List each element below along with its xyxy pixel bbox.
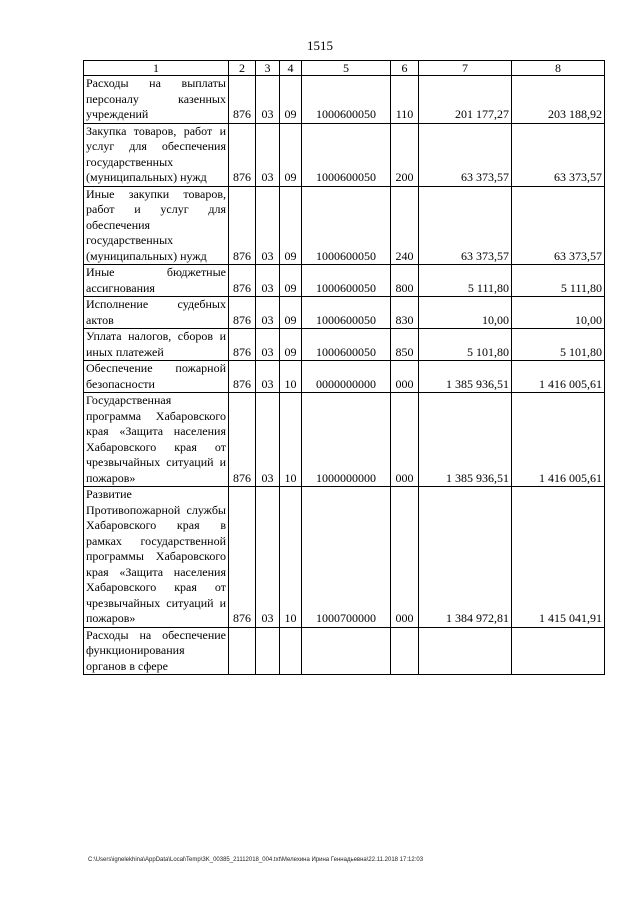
cell-expense-type (391, 627, 419, 675)
cell-section (256, 627, 280, 675)
cell-subsection: 09 (280, 297, 302, 329)
cell-ministry: 876 (229, 329, 256, 361)
cell-target-article: 1000600050 (302, 123, 391, 186)
cell-ministry: 876 (229, 186, 256, 265)
table-row (84, 627, 605, 675)
column-header: 1 (84, 61, 229, 76)
row-name: Уплата налогов, сборов и иных платежей (84, 329, 229, 361)
cell-amount-1: 1 385 936,51 (419, 361, 512, 393)
cell-amount-1: 1 385 936,51 (419, 393, 512, 487)
cell-amount-2: 203 188,92 (512, 76, 605, 124)
row-name: Обеспечение пожарной безопасности (84, 361, 229, 393)
cell-subsection: 10 (280, 393, 302, 487)
cell-amount-2: 63 373,57 (512, 186, 605, 265)
footer-file-path: C:\Users\ignelekhina\AppData\Local\Temp\3K_00385_21112018_004.txt\Мелехина Ирина Геннадьевна\22.11.2018 17:12:03 (88, 857, 424, 863)
cell-ministry: 876 (229, 265, 256, 297)
cell-amount-2: 63 373,57 (512, 123, 605, 186)
column-header: 3 (256, 61, 280, 76)
cell-ministry: 876 (229, 487, 256, 628)
cell-expense-type: 800 (391, 265, 419, 297)
cell-section: 03 (256, 393, 280, 487)
row-name: Исполнение судебных актов (84, 297, 229, 329)
row-name: Иные бюджетные ассигнования (84, 265, 229, 297)
table-row (84, 487, 605, 628)
table-header-row (84, 61, 605, 76)
cell-section: 03 (256, 186, 280, 265)
row-name: Государственная программа Хабаровского края «Защита населения Хабаровского края от чрезвычайных ситуаций и пожаров» (84, 393, 229, 487)
cell-expense-type: 000 (391, 487, 419, 628)
row-name: Развитие Противопожарной службы Хабаровского края в рамках государственной программы Хабаровского края «Защита населения Хабаровского края от чрезвычайных ситуаций и пожаров» (84, 487, 229, 628)
cell-amount-1: 63 373,57 (419, 186, 512, 265)
cell-target-article: 0000000000 (302, 361, 391, 393)
cell-expense-type: 200 (391, 123, 419, 186)
cell-amount-2: 5 111,80 (512, 265, 605, 297)
cell-target-article: 1000600050 (302, 186, 391, 265)
cell-subsection: 09 (280, 329, 302, 361)
cell-section: 03 (256, 297, 280, 329)
page-number: 1515 (307, 38, 333, 53)
cell-expense-type: 000 (391, 393, 419, 487)
cell-amount-2: 1 415 041,91 (512, 487, 605, 628)
cell-ministry: 876 (229, 297, 256, 329)
cell-amount-1: 10,00 (419, 297, 512, 329)
table-row (84, 186, 605, 265)
cell-amount-2 (512, 627, 605, 675)
cell-section: 03 (256, 76, 280, 124)
column-header: 2 (229, 61, 256, 76)
cell-ministry (229, 627, 256, 675)
cell-section: 03 (256, 123, 280, 186)
cell-expense-type: 850 (391, 329, 419, 361)
row-name: Иные закупки товаров, работ и услуг для обеспечения государственных (муниципальных) нужд (84, 186, 229, 265)
cell-section: 03 (256, 487, 280, 628)
column-header: 8 (512, 61, 605, 76)
cell-target-article: 1000600050 (302, 76, 391, 124)
cell-expense-type: 830 (391, 297, 419, 329)
column-header: 6 (391, 61, 419, 76)
cell-amount-1: 5 101,80 (419, 329, 512, 361)
cell-subsection: 09 (280, 265, 302, 297)
column-header: 7 (419, 61, 512, 76)
cell-amount-1: 5 111,80 (419, 265, 512, 297)
cell-expense-type: 110 (391, 76, 419, 124)
cell-target-article: 1000600050 (302, 297, 391, 329)
cell-subsection: 09 (280, 123, 302, 186)
cell-target-article: 1000000000 (302, 393, 391, 487)
column-header: 5 (302, 61, 391, 76)
cell-subsection (280, 627, 302, 675)
table-row (84, 329, 605, 361)
cell-amount-2: 1 416 005,61 (512, 361, 605, 393)
cell-target-article: 1000600050 (302, 329, 391, 361)
cell-ministry: 876 (229, 393, 256, 487)
cell-amount-1: 201 177,27 (419, 76, 512, 124)
cell-subsection: 09 (280, 76, 302, 124)
cell-amount-1 (419, 627, 512, 675)
cell-ministry: 876 (229, 361, 256, 393)
budget-table (83, 60, 605, 675)
cell-subsection: 09 (280, 186, 302, 265)
cell-target-article: 1000600050 (302, 265, 391, 297)
cell-amount-1: 63 373,57 (419, 123, 512, 186)
cell-ministry: 876 (229, 123, 256, 186)
column-header: 4 (280, 61, 302, 76)
table-row (84, 361, 605, 393)
cell-amount-2: 10,00 (512, 297, 605, 329)
cell-target-article (302, 627, 391, 675)
cell-target-article: 1000700000 (302, 487, 391, 628)
row-name: Закупка товаров, работ и услуг для обеспечения государственных (муниципальных) нужд (84, 123, 229, 186)
cell-amount-1: 1 384 972,81 (419, 487, 512, 628)
cell-amount-2: 5 101,80 (512, 329, 605, 361)
table-row (84, 393, 605, 487)
table-row (84, 123, 605, 186)
cell-section: 03 (256, 361, 280, 393)
cell-section: 03 (256, 265, 280, 297)
cell-subsection: 10 (280, 487, 302, 628)
table-row (84, 297, 605, 329)
table-row (84, 265, 605, 297)
cell-ministry: 876 (229, 76, 256, 124)
cell-amount-2: 1 416 005,61 (512, 393, 605, 487)
row-name: Расходы на выплаты персоналу казенных учреждений (84, 76, 229, 124)
cell-section: 03 (256, 329, 280, 361)
table-row (84, 76, 605, 124)
cell-subsection: 10 (280, 361, 302, 393)
cell-expense-type: 240 (391, 186, 419, 265)
row-name: Расходы на обеспечение функционирования органов в сфере (84, 627, 229, 675)
cell-expense-type: 000 (391, 361, 419, 393)
